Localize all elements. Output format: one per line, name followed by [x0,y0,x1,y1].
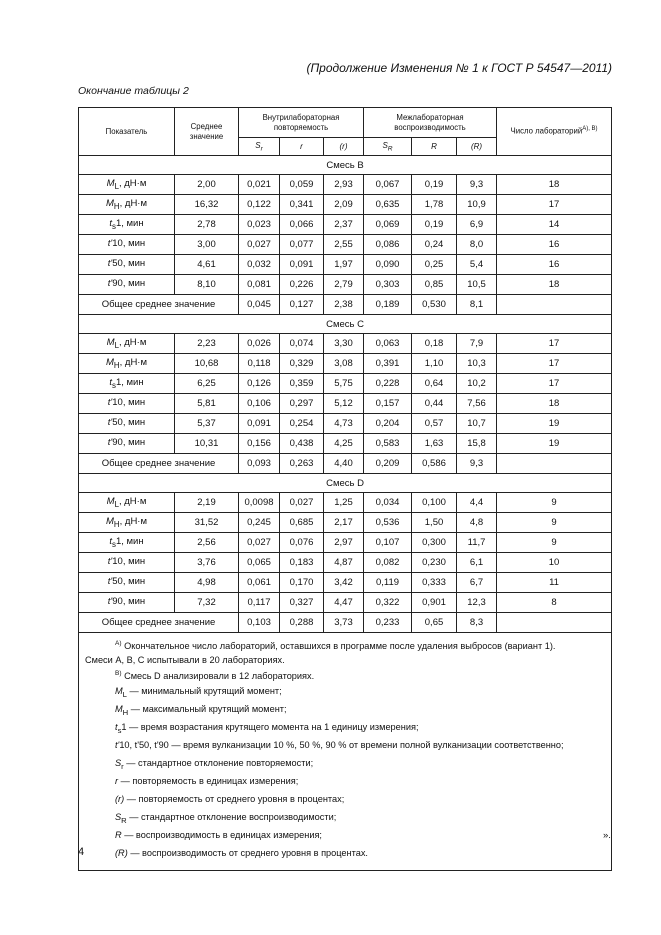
definition-line: $M_H$ — максимальный крутящий момент; [115,703,287,717]
cell-sR: 0,086 [364,235,412,255]
cell-labs: 14 [497,215,612,235]
header-r-percent: (r) [324,138,364,156]
cell-rp: 2,09 [324,195,364,215]
cell-labs: 8 [497,593,612,613]
cell-sR: 0,322 [364,593,412,613]
cell-r: 0,685 [280,513,324,533]
table-row [79,175,612,195]
total-r: 0,127 [280,295,324,315]
total-Rp: 8,1 [457,295,497,315]
cell-r: 0,297 [280,394,324,414]
cell-sR: 0,067 [364,175,412,195]
cell-sR: 0,391 [364,354,412,374]
cell-r: 0,091 [280,255,324,275]
table-row [79,235,612,255]
cell-rp: 1,25 [324,493,364,513]
total-labs [497,295,612,315]
cell-R: 0,333 [412,573,457,593]
cell-r: 0,059 [280,175,324,195]
cell-Rp: 10,2 [457,374,497,394]
total-rp: 3,73 [324,613,364,633]
table-row [79,414,612,434]
total-rp: 2,38 [324,295,364,315]
cell-r: 0,226 [280,275,324,295]
cell-sr: 0,117 [239,593,280,613]
header-R-percent: (R) [457,138,497,156]
table-caption: Окончание таблицы 2 [78,85,189,97]
cell-sr: 0,126 [239,374,280,394]
cell-labs: 10 [497,553,612,573]
cell-R: 0,901 [412,593,457,613]
cell-rp: 5,12 [324,394,364,414]
cell-mean: 10,68 [175,354,239,374]
total-sr: 0,103 [239,613,280,633]
table-row [79,394,612,414]
total-r: 0,288 [280,613,324,633]
cell-sr: 0,032 [239,255,280,275]
cell-R: 0,25 [412,255,457,275]
cell-mean: 7,32 [175,593,239,613]
cell-R: 0,300 [412,533,457,553]
total-Rp: 8,3 [457,613,497,633]
cell-r: 0,077 [280,235,324,255]
total-sr: 0,045 [239,295,280,315]
cell-r: 0,076 [280,533,324,553]
cell-r: 0,066 [280,215,324,235]
group-header: Смесь B [79,156,612,175]
cell-r: 0,341 [280,195,324,215]
total-R: 0,586 [412,454,457,474]
cell-Rp: 9,3 [457,175,497,195]
header-sR: $S_R$ [364,138,412,156]
cell-mean: 6,25 [175,374,239,394]
cell-R: 0,57 [412,414,457,434]
table-row [79,593,612,613]
cell-R: 0,230 [412,553,457,573]
cell-sR: 0,119 [364,573,412,593]
end-mark: ». [603,830,611,841]
cell-rp: 3,42 [324,573,364,593]
definition-line: $t_s1$ — время возрастания крутящего момента на 1 единицу измерения; [115,721,419,735]
cell-rp: 2,97 [324,533,364,553]
header-labs: Число лабораторий$^{А), В)}$ [497,108,612,156]
total-labs [497,613,612,633]
cell-R: 0,24 [412,235,457,255]
cell-rp: 2,37 [324,215,364,235]
cell-sR: 0,034 [364,493,412,513]
cell-mean: 5,37 [175,414,239,434]
cell-Rp: 4,8 [457,513,497,533]
indicator-cell: $t_s1$, мин [79,533,175,553]
group-header: Смесь C [79,315,612,334]
cell-sR: 0,583 [364,434,412,454]
indicator-cell: $M_L$, дН·м [79,334,175,354]
cell-Rp: 7,9 [457,334,497,354]
cell-Rp: 10,9 [457,195,497,215]
cell-Rp: 15,8 [457,434,497,454]
cell-Rp: 8,0 [457,235,497,255]
cell-rp: 3,30 [324,334,364,354]
cell-rp: 2,93 [324,175,364,195]
cell-sR: 0,536 [364,513,412,533]
definition-line: R — воспроизводимость в единицах измерения; [115,829,322,840]
indicator-cell: t'10, мин [79,394,175,414]
cell-labs: 16 [497,255,612,275]
cell-mean: 2,23 [175,334,239,354]
cell-sr: 0,027 [239,533,280,553]
cell-rp: 4,47 [324,593,364,613]
cell-rp: 2,17 [324,513,364,533]
table-row [79,354,612,374]
table-row [79,573,612,593]
cell-rp: 1,97 [324,255,364,275]
cell-rp: 2,79 [324,275,364,295]
cell-mean: 2,78 [175,215,239,235]
cell-sR: 0,303 [364,275,412,295]
cell-R: 0,19 [412,215,457,235]
total-rp: 4,40 [324,454,364,474]
cell-mean: 4,61 [175,255,239,275]
cell-mean: 2,19 [175,493,239,513]
footnote-b: $^{В)}$ Смесь D анализировали в 12 лабораториях. [115,670,315,682]
cell-R: 0,44 [412,394,457,414]
indicator-cell: $M_L$, дН·м [79,493,175,513]
table-row [79,275,612,295]
cell-mean: 2,00 [175,175,239,195]
cell-sR: 0,090 [364,255,412,275]
group-header: Смесь D [79,474,612,493]
indicator-cell: t'50, мин [79,573,175,593]
footnote-a: $^{А)}$ Окончательное число лабораторий, оставшихся в программе после удаления выбросов (вариант 1). [115,640,556,652]
definition-line: r — повторяемость в единицах измерения; [115,775,299,786]
cell-Rp: 10,7 [457,414,497,434]
cell-rp: 4,73 [324,414,364,434]
total-sR: 0,233 [364,613,412,633]
cell-sR: 0,157 [364,394,412,414]
cell-sR: 0,082 [364,553,412,573]
cell-rp: 5,75 [324,374,364,394]
table-row [79,255,612,275]
indicator-cell: $M_H$, дН·м [79,354,175,374]
cell-labs: 18 [497,394,612,414]
total-R: 0,530 [412,295,457,315]
cell-r: 0,329 [280,354,324,374]
total-sr: 0,093 [239,454,280,474]
cell-r: 0,359 [280,374,324,394]
indicator-cell: $M_H$, дН·м [79,195,175,215]
cell-labs: 18 [497,275,612,295]
cell-R: 0,85 [412,275,457,295]
header-R: R [412,138,457,156]
cell-sR: 0,069 [364,215,412,235]
indicator-cell: $M_H$, дН·м [79,513,175,533]
cell-sr: 0,027 [239,235,280,255]
total-label: Общее среднее значение [79,295,239,315]
cell-R: 1,10 [412,354,457,374]
indicator-cell: $t_s1$, мин [79,215,175,235]
cell-sr: 0,156 [239,434,280,454]
total-Rp: 9,3 [457,454,497,474]
cell-Rp: 6,1 [457,553,497,573]
cell-Rp: 6,9 [457,215,497,235]
table-row [79,513,612,533]
cell-mean: 3,76 [175,553,239,573]
cell-r: 0,254 [280,414,324,434]
cell-labs: 16 [497,235,612,255]
cell-rp: 2,55 [324,235,364,255]
indicator-cell: t'10, мин [79,235,175,255]
cell-Rp: 5,4 [457,255,497,275]
indicator-cell: $M_L$, дН·м [79,175,175,195]
cell-labs: 11 [497,573,612,593]
header-mean: Среднее значение [175,108,239,156]
cell-sR: 0,635 [364,195,412,215]
header-reproducibility: Межлабораторная воспроизводимость [364,108,497,138]
indicator-cell: t'90, мин [79,434,175,454]
page-header: (Продолжение Изменения № 1 к ГОСТ Р 54547—2011) [306,61,612,75]
total-row [79,454,612,474]
cell-sR: 0,063 [364,334,412,354]
cell-Rp: 12,3 [457,593,497,613]
cell-sr: 0,118 [239,354,280,374]
header-indicator: Показатель [79,108,175,156]
indicator-cell: t'50, мин [79,255,175,275]
total-label: Общее среднее значение [79,454,239,474]
cell-sr: 0,065 [239,553,280,573]
cell-R: 0,18 [412,334,457,354]
definition-line: $S_R$ — стандартное отклонение воспроизводимости; [115,811,337,825]
header-repeatability: Внутрилабораторная повторяемость [239,108,364,138]
total-label: Общее среднее значение [79,613,239,633]
definition-line: (r) — повторяемость от среднего уровня в процентах; [115,793,345,804]
indicator-cell: t'90, мин [79,275,175,295]
cell-labs: 9 [497,533,612,553]
cell-sr: 0,023 [239,215,280,235]
definition-line: $M_L$ — минимальный крутящий момент; [115,685,282,699]
definition-line: (R) — воспроизводимость от среднего уровня в процентах. [115,848,368,859]
table-row [79,195,612,215]
cell-r: 0,027 [280,493,324,513]
cell-sr: 0,091 [239,414,280,434]
cell-sr: 0,061 [239,573,280,593]
cell-rp: 3,08 [324,354,364,374]
cell-Rp: 11,7 [457,533,497,553]
cell-labs: 19 [497,414,612,434]
cell-r: 0,170 [280,573,324,593]
table-row [79,434,612,454]
cell-mean: 10,31 [175,434,239,454]
table-row [79,215,612,235]
table-row [79,553,612,573]
cell-sr: 0,245 [239,513,280,533]
cell-labs: 17 [497,334,612,354]
cell-rp: 4,87 [324,553,364,573]
cell-r: 0,183 [280,553,324,573]
cell-R: 0,100 [412,493,457,513]
cell-sR: 0,228 [364,374,412,394]
footnotes [79,633,612,871]
cell-labs: 17 [497,195,612,215]
total-labs [497,454,612,474]
cell-labs: 17 [497,374,612,394]
cell-r: 0,074 [280,334,324,354]
cell-mean: 2,56 [175,533,239,553]
indicator-cell: t'90, мин [79,593,175,613]
total-r: 0,263 [280,454,324,474]
cell-r: 0,438 [280,434,324,454]
definition-line: t'10, t'50, t'90 — время вулканизации 10 %, 50 %, 90 % от времени полной вулканизации соответственно; [115,739,564,750]
cell-mean: 16,32 [175,195,239,215]
cell-Rp: 10,5 [457,275,497,295]
header-sr: $S_r$ [239,138,280,156]
indicator-cell: $t_s1$, мин [79,374,175,394]
cell-mean: 3,00 [175,235,239,255]
cell-mean: 31,52 [175,513,239,533]
cell-sr: 0,106 [239,394,280,414]
total-row [79,613,612,633]
cell-labs: 17 [497,354,612,374]
cell-sR: 0,107 [364,533,412,553]
cell-r: 0,327 [280,593,324,613]
cell-sr: 0,021 [239,175,280,195]
cell-R: 1,50 [412,513,457,533]
table-row [79,334,612,354]
cell-labs: 19 [497,434,612,454]
total-R: 0,65 [412,613,457,633]
cell-Rp: 6,7 [457,573,497,593]
page-number: 4 [78,846,85,858]
cell-sr: 0,026 [239,334,280,354]
total-sR: 0,189 [364,295,412,315]
cell-mean: 5,81 [175,394,239,414]
cell-Rp: 4,4 [457,493,497,513]
cell-sr: 0,081 [239,275,280,295]
cell-R: 1,63 [412,434,457,454]
cell-sr: 0,122 [239,195,280,215]
cell-R: 0,64 [412,374,457,394]
footnote-a-cont: Смеси A, B, C испытывали в 20 лабораториях. [85,655,285,666]
indicator-cell: t'50, мин [79,414,175,434]
data-table [78,107,612,871]
cell-mean: 8,10 [175,275,239,295]
cell-labs: 9 [497,493,612,513]
cell-R: 0,19 [412,175,457,195]
table-row [79,374,612,394]
total-row [79,295,612,315]
cell-sR: 0,204 [364,414,412,434]
table-row [79,533,612,553]
cell-R: 1,78 [412,195,457,215]
table-row [79,493,612,513]
cell-mean: 4,98 [175,573,239,593]
cell-labs: 9 [497,513,612,533]
cell-rp: 4,25 [324,434,364,454]
total-sR: 0,209 [364,454,412,474]
cell-Rp: 10,3 [457,354,497,374]
cell-labs: 18 [497,175,612,195]
definition-line: $S_r$ — стандартное отклонение повторяемости; [115,757,314,771]
cell-Rp: 7,56 [457,394,497,414]
header-r: r [280,138,324,156]
cell-sr: 0,0098 [239,493,280,513]
indicator-cell: t'10, мин [79,553,175,573]
